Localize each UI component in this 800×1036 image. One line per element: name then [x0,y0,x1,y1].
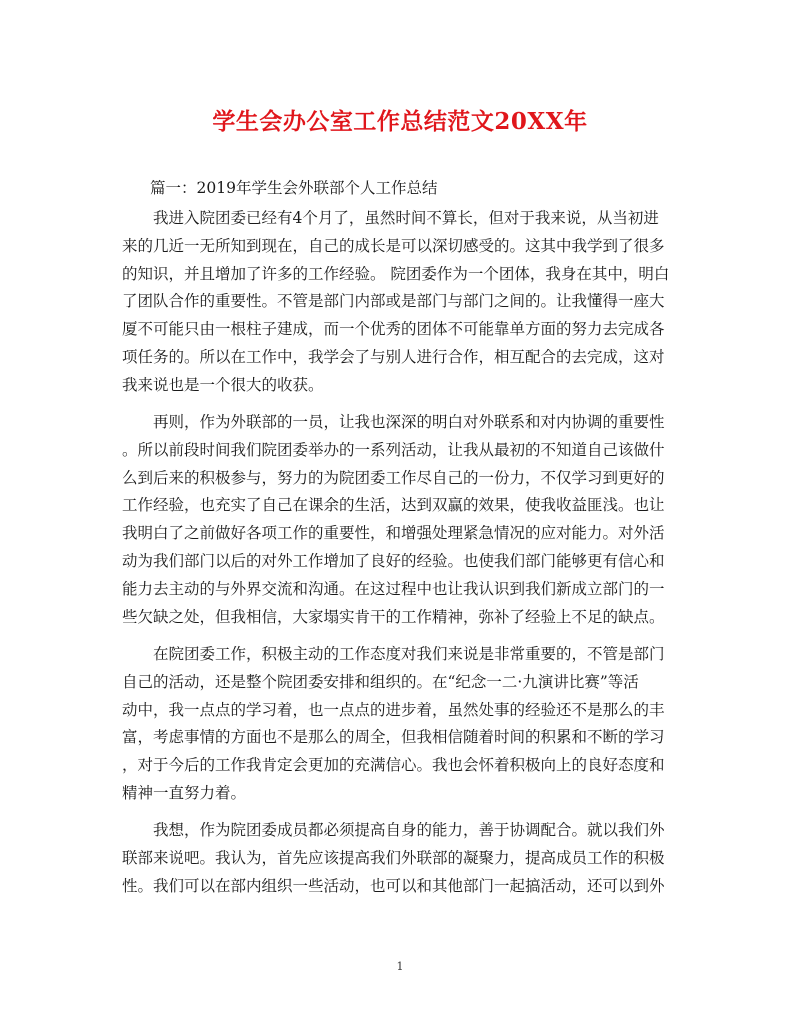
text-line: 了团队合作的重要性。不管是部门内部或是部门与部门之间的。让我懂得一座大 [122,292,665,311]
text-line: 联部来说吧。我认为，首先应该提高我们外联部的凝聚力，提高成员工作的积极 [122,849,665,868]
text-line: 能力去主动的与外界交流和沟通。在这过程中也让我认识到我们新成立部门的一 [122,579,665,598]
text-line: 我明白了之前做好各项工作的重要性，和增强处理紧急情况的应对能力。对外活 [122,524,665,543]
text-line: 么到后来的积极参与，努力的为院团委工作尽自己的一份力，不仅学习到更好的 [122,468,665,487]
text-line: 性。我们可以在部内组织一些活动，也可以和其他部门一起搞活动，还可以到外 [122,876,665,895]
text-line: ，对于今后的工作我肯定会更加的充满信心。我也会怀着积极向上的良好态度和 [122,756,665,775]
text-line: 再则，作为外联部的一员，让我也深深的明白对外联系和对内协调的重要性 [122,413,665,432]
text-line: 项任务的。所以在工作中，我学会了与别人进行合作，相互配合的去完成，这对 [122,347,665,366]
paragraph-1 [122,205,682,400]
page-number: 1 [396,960,404,973]
text-line: 富，考虑事情的方面也不是那么的周全，但我相信随着时间的积累和不断的学习 [122,728,665,747]
text-line: 我进入院团委已经有4个月了，虽然时间不算长，但对于我来说，从当初进 [122,209,659,227]
text-line: 来的几近一无所知到现在，自己的成长是可以深切感受的。这其中我学到了很多 [122,236,665,255]
document-subtitle: 篇一：2019年学生会外联部个人工作总结 [150,179,438,197]
text-line: 在院团委工作，积极主动的工作态度对我们来说是非常重要的，不管是部门 [122,644,665,663]
text-line: 动中，我一点点的学习着，也一点点的进步着，虽然处事的经验还不是那么的丰 [122,700,665,719]
text-line: 厦不可能只由一根柱子建成，而一个优秀的团体不可能靠单方面的努力去完成各 [122,320,665,339]
text-line: 我来说也是一个很大的收获。 [122,375,324,394]
text-line: 动为我们部门以后的对外工作增加了良好的经验。也使我们部门能够更有信心和 [122,552,665,571]
text-line: 些欠缺之处，但我相信，大家塌实肯干的工作精神，弥补了经验上不足的缺点。 [122,607,665,626]
text-line: 。所以前段时间我们院团委举办的一系列活动，让我从最初的不知道自己该做什 [122,440,665,459]
document-body [122,205,682,910]
text-line: 的知识，并且增加了许多的工作经验。 院团委作为一个团体，我身在其中，明白 [122,264,670,283]
text-line: 工作经验，也充实了自己在课余的生活，达到双赢的效果，使我收益匪浅。也让 [122,496,665,515]
paragraph-3 [122,641,682,808]
text-line: 自己的活动，还是整个院团委安排和组织的。在“纪念一二·九演讲比赛”等活 [122,672,639,691]
paragraph-2 [122,409,682,631]
text-line: 我想，作为院团委成员都必须提高自身的能力，善于协调配合。就以我们外 [122,821,665,840]
document-title: 学生会办公室工作总结范文20XX年 [212,108,588,135]
text-line: 精神一直努力着。 [122,783,247,802]
paragraph-4 [122,817,682,900]
